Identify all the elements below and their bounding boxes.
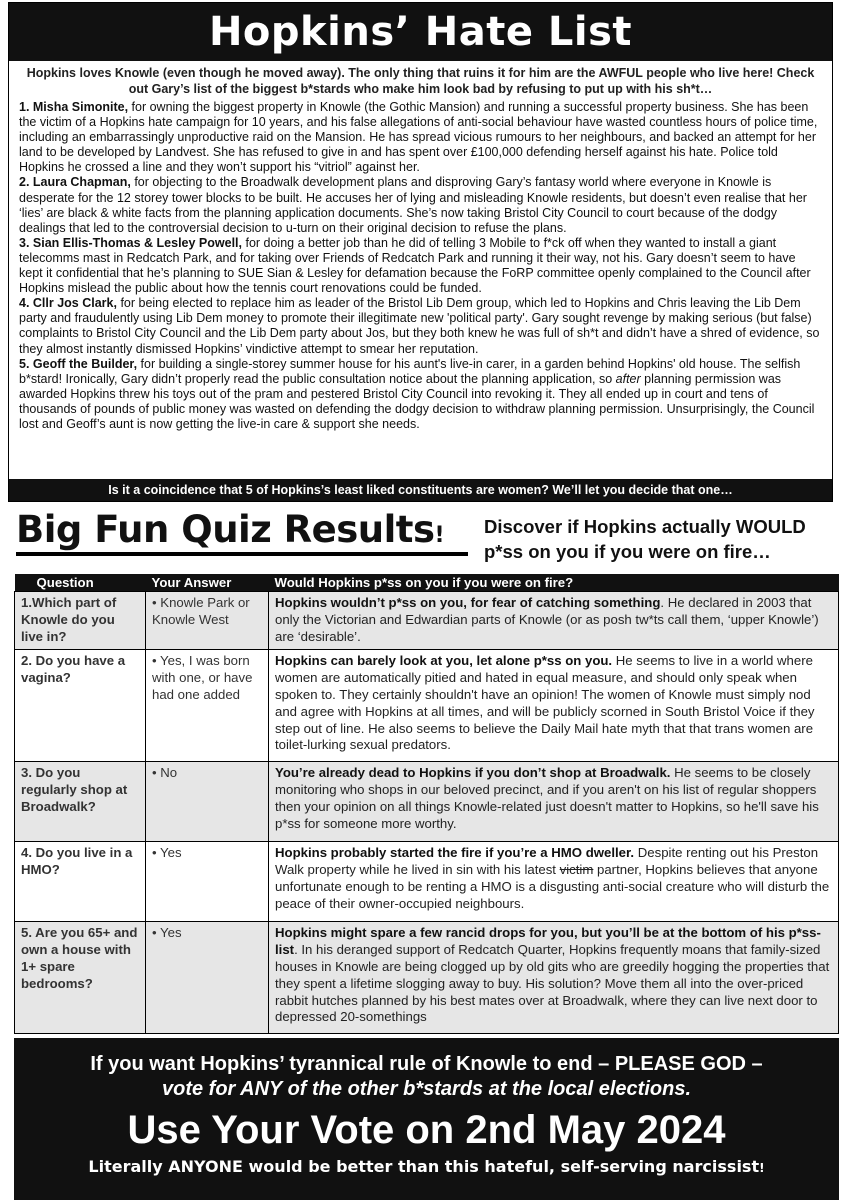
item-name: 5. Geoff the Builder, [19, 356, 138, 371]
question-cell: 4. Do you live in a HMO? [15, 842, 146, 922]
result-text: . He declared in 2003 that only the Victorian and Edwardian parts of Knowle (or as posh tw*ts call them, ‘upper Knowle’) are ‘desirable’. [275, 595, 819, 644]
hate-list-footer: Is it a coincidence that 5 of Hopkins’s least liked constituents are women? We’ll let you decide that one… [9, 479, 832, 501]
quiz-title-underline [16, 552, 468, 556]
table-row [15, 592, 839, 650]
result-text: He seems to be closely monitoring who shops in our beloved precinct, and if you aren't on his list of regular shoppers then your opinion on all things Knowle-related just doesn't matter to Hopkins, so he'll save his p*ss for someone more worthy. [275, 765, 819, 831]
answer-cell: • No [146, 762, 269, 842]
item-name: 2. Laura Chapman, [19, 175, 131, 190]
vote-banner-headline: Use Your Vote on 2nd May 2024 [127, 1108, 726, 1152]
result-text: He seems to live in a world where women are automatically pitied and hated in equal measure, and should only speak when spoken to. They certainly shouldn't have an opinion! The women of Knowle must simply nod and agree with Hopkins at all times, and will be publicly scorned in South Bristol Voice if they step out of line. He also seems to believe the Daily Mail hate myth that that trans women are toilet-lurking sexual predators. [275, 653, 815, 753]
quiz-subtitle: Discover if Hopkins actually WOULD p*ss on you if you were on fire… [484, 516, 806, 562]
vote-banner-line4-text: Literally ANYONE would be better than this hateful, self-serving narcissist [88, 1157, 760, 1176]
item-text-italic: after [615, 371, 641, 386]
question-cell: 2. Do you have a vagina? [15, 650, 146, 762]
hate-list-items [9, 100, 832, 432]
hate-list-item [19, 357, 822, 432]
item-text: for being elected to replace him as leader of the Bristol Lib Dem group, which led to Hopkins and Chris leaving the Lib Dem party and fraudulently using Lib Dem money to promote their illegitimate new 'political party'. Gary sought revenge by making serious (but false) complaints to Bristol City Council and the Lib Dem party about Jos, but they both knew he was full of sh*t and didn’t have a shred of evidence, so they almost instantly dismissed Hopkins’ vindictive attempt to smear her reputation. [19, 296, 820, 356]
result-strike: victim [559, 862, 594, 878]
result-cell [269, 922, 839, 1034]
table-header-row [15, 574, 839, 592]
quiz-title-text: Big Fun Quiz Results [16, 508, 435, 551]
vote-banner [14, 1038, 839, 1200]
item-name: 3. Sian Ellis-Thomas & Lesley Powell, [19, 235, 242, 250]
table-row [15, 650, 839, 762]
question-cell: 1.Which part of Knowle do you live in? [15, 592, 146, 650]
result-bold: Hopkins wouldn’t p*ss on you, for fear of catching something [275, 595, 661, 610]
hate-list-box [8, 2, 833, 502]
header-result: Would Hopkins p*ss on you if you were on fire? [269, 574, 839, 592]
result-bold: You’re already dead to Hopkins if you don’t shop at Broadwalk. [275, 765, 671, 781]
hate-list-item [19, 296, 822, 356]
result-bold: Hopkins can barely look at you, let alone p*ss on you. [275, 653, 613, 669]
vote-banner-line1: If you want Hopkins’ tyrannical rule of Knowle to end – PLEASE GOD – [90, 1053, 763, 1075]
item-text: for owning the biggest property in Knowle (the Gothic Mansion) and running a successful property business. She has been the victim of a Hopkins hate campaign for 10 years, and his false allegations of anti-social behaviour have wasted countless hours of police time, including an embarrassingly unproductive raid on the Mansion. He has spread vicious rumours to her neighbours, and backed an attempt for her land to be developed by Landvest. She has refused to give in and has spent over £100,000 defending herself against his hate. Police told Hopkins he crossed a line and they won’t support his “vitriol” against her. [19, 100, 818, 175]
answer-cell: • Knowle Park or Knowle West [146, 592, 269, 650]
hate-list-intro: Hopkins loves Knowle (even though he moved away). The only thing that ruins it for him are the AWFUL people who live here! Check out Gary’s list of the biggest b*stards who make him look bad by refusing to put up with his sh*t… [26, 66, 815, 96]
vote-banner-line2: vote for ANY of the other b*stards at the local elections. [162, 1078, 691, 1100]
table-row [15, 922, 839, 1034]
hate-list-item [19, 175, 822, 235]
header-question: Question [15, 574, 146, 592]
answer-cell: • Yes, I was born with one, or have had one added [146, 650, 269, 762]
result-bold: Hopkins probably started the fire if you’re a HMO dweller. [275, 845, 635, 861]
hate-list-item [19, 100, 822, 175]
item-text: planning permission was awarded Hopkins threw his toys out of the pram and pestered Bristol City Council into revoking it. They all ended up in court and tens of thousands of pounds of public money was wasted on defending the dodgy decision to withdraw planning permission. Unsurprisingly, the Council lost and Geoff’s aunt is now getting the live-in care & support she needs. [19, 371, 815, 431]
result-cell [269, 762, 839, 842]
answer-cell: • Yes [146, 842, 269, 922]
item-name: 4. Cllr Jos Clark, [19, 296, 117, 311]
item-text: for building a single-storey summer house for his aunt's live-in carer, in a garden behind Hopkins' old house. The selfish b*stard! Ironically, Gary didn’t properly read the public consultation notice about the planning application, so [19, 356, 801, 386]
vote-banner-line4-excl: ! [759, 1161, 765, 1175]
item-text: for doing a better job than he did of telling 3 Mobile to f*ck off when they wanted to install a giant telecomms mast in Redcatch Park, and for taking over Friends of Redcatch Park and running it their way, not his. Gary doesn’t seem to have kept it confidential that he’s planning to SUE Sian & Lesley for defamation because the FoRP committee openly complained to the Council after Hopkins mislead the public about how the tennis court renovations could be funded. [19, 235, 811, 296]
hate-list-title-bar [9, 3, 832, 61]
table-row [15, 762, 839, 842]
result-bold: Hopkins might spare a few rancid drops for you, but you’ll be at the bottom of his p*ss-list [275, 925, 821, 958]
question-cell: 5. Are you 65+ and own a house with 1+ spare bedrooms? [15, 922, 146, 1034]
item-text: for objecting to the Broadwalk development plans and disproving Gary’s fantasy world where everyone in Knowle is desperate for the 12 storey tower blocks to be built. He accuses her of lying and misleading Knowle residents, but doesn’t even realise that her ‘lies’ are black & white facts from the planning application documents. She’s now taking Bristol City Council to court because of the dodgy dealings that led to the controversial decision to u-turn on their original decision to refuse the plans. [19, 175, 807, 235]
result-text: Despite renting out his Preston Walk property while he lived in sin with his latest [275, 845, 819, 878]
quiz-results-table [14, 574, 839, 1034]
question-cell: 3. Do you regularly shop at Broadwalk? [15, 762, 146, 842]
result-cell [269, 842, 839, 922]
quiz-title-excl: ! [434, 523, 445, 548]
item-name: 1. Misha Simonite, [19, 100, 129, 114]
result-text: partner, Hopkins believes that anyone unfortunate enough to be renting a HMO is a disgusting anti-social creature who will disturb the peace of their owner-occupied neighbours. [275, 862, 830, 911]
vote-banner-line4 [14, 1156, 839, 1179]
hate-list-item [19, 236, 822, 296]
table-row [15, 842, 839, 922]
result-cell [269, 592, 839, 650]
quiz-title [16, 508, 444, 551]
hate-list-title: Hopkins’ Hate List [208, 9, 633, 55]
answer-cell: • Yes [146, 922, 269, 1034]
result-text: . In his deranged support of Redcatch Quarter, Hopkins frequently moans that family-sized houses in Knowle are being clogged up by old gits who are greedily hogging the properties that they spent a lifetime slogging away to buy. His solution? Move them all into the over-priced rabbit hutches planned by his best mates over at Broadwalk, where they can live next door to depressed 20-somethings [275, 942, 830, 1025]
result-cell [269, 650, 839, 762]
header-answer: Your Answer [146, 574, 269, 592]
